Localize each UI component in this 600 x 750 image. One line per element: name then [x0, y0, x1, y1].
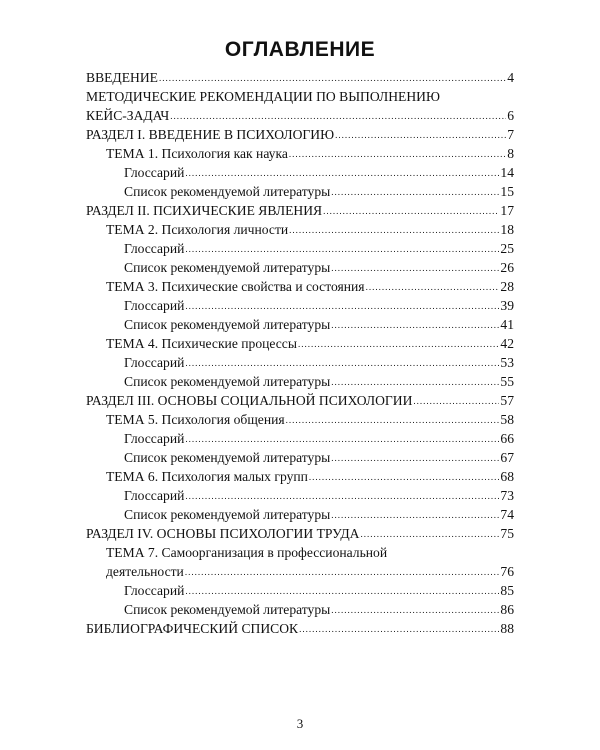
dot-leader: [185, 434, 499, 444]
dot-leader: [286, 415, 500, 425]
dot-leader: [170, 111, 506, 121]
page-title: ОГЛАВЛЕНИЕ: [224, 38, 376, 61]
toc-entry-label: ТЕМА 6. Психология малых групп: [106, 469, 308, 484]
toc-entry[interactable]: [86, 258, 514, 277]
toc-entry-page: 88: [500, 621, 514, 636]
dot-leader: [331, 453, 499, 463]
dot-leader: [185, 301, 499, 311]
toc-entry-page: 39: [500, 298, 514, 313]
toc-entry-label: ТЕМА 2. Психология личности: [106, 222, 289, 237]
toc-entry-label-line1: ТЕМА 7. Самоорганизация в профессиональной: [106, 545, 388, 560]
toc-entry[interactable]: [86, 239, 514, 258]
toc-entry[interactable]: [86, 315, 514, 334]
toc-entry-page: 8: [507, 146, 514, 161]
dot-leader: [309, 472, 499, 482]
dot-leader: [185, 358, 499, 368]
dot-leader: [331, 510, 499, 520]
dot-leader: [360, 529, 499, 539]
toc-entry[interactable]: [86, 429, 514, 448]
toc-entry-page: 41: [500, 317, 514, 332]
toc-entry-label: Глоссарий: [124, 583, 185, 598]
toc-entry-label: ВВЕДЕНИЕ: [86, 70, 158, 85]
toc-entry-page: 86: [500, 602, 514, 617]
toc-entry[interactable]: [86, 144, 514, 163]
toc-entry-page: 53: [500, 355, 514, 370]
dot-leader: [299, 624, 499, 634]
toc-entry[interactable]: [86, 277, 514, 296]
toc-entry-page: 42: [500, 336, 514, 351]
dot-leader: [331, 320, 499, 330]
toc-entry[interactable]: [86, 182, 514, 201]
toc-entry[interactable]: [86, 87, 514, 125]
toc-entry-label: Список рекомендуемой литературы: [124, 317, 331, 332]
dot-leader: [289, 225, 499, 235]
toc-entry[interactable]: [86, 581, 514, 600]
toc-entry-label: КЕЙС-ЗАДАЧ: [86, 108, 170, 123]
toc-entry-page: 15: [500, 184, 514, 199]
toc-entry[interactable]: [86, 524, 514, 543]
toc-entry-label: Список рекомендуемой литературы: [124, 184, 331, 199]
toc-entry[interactable]: [86, 68, 514, 87]
toc-entry-label: Список рекомендуемой литературы: [124, 450, 331, 465]
toc-entry-page: 76: [500, 564, 514, 579]
toc-entry[interactable]: [86, 619, 514, 638]
toc-entry-page: 58: [500, 412, 514, 427]
toc-entry-label: ТЕМА 3. Психические свойства и состояния: [106, 279, 365, 294]
toc-entry-page: 68: [500, 469, 514, 484]
toc-entry-page: 25: [500, 241, 514, 256]
toc-entry[interactable]: [86, 334, 514, 353]
toc-entry[interactable]: [86, 353, 514, 372]
dot-leader: [159, 73, 506, 83]
dot-leader: [185, 491, 499, 501]
toc-entry-label: Глоссарий: [124, 241, 185, 256]
toc-entry[interactable]: [86, 486, 514, 505]
toc-entry[interactable]: [86, 543, 514, 581]
toc-entry-page: 85: [500, 583, 514, 598]
toc-entry-label: РАЗДЕЛ IV. ОСНОВЫ ПСИХОЛОГИИ ТРУДА: [86, 526, 360, 541]
toc-entry[interactable]: [86, 448, 514, 467]
dot-leader: [331, 187, 499, 197]
dot-leader: [185, 168, 499, 178]
toc-entry-label: Список рекомендуемой литературы: [124, 507, 331, 522]
dot-leader: [366, 282, 500, 292]
page-number: 3: [296, 716, 304, 731]
toc-entry-page: 74: [500, 507, 514, 522]
toc-entry-label: Глоссарий: [124, 431, 185, 446]
toc-entry-page: 17: [500, 203, 514, 218]
toc-entry[interactable]: [86, 125, 514, 144]
toc-entry-label: Список рекомендуемой литературы: [124, 374, 331, 389]
toc-entry-page: 4: [507, 70, 514, 85]
toc-entry-label: Список рекомендуемой литературы: [124, 602, 331, 617]
toc-entry-label: Глоссарий: [124, 298, 185, 313]
toc-entry[interactable]: [86, 372, 514, 391]
toc-entry-label: Глоссарий: [124, 488, 185, 503]
dot-leader: [331, 263, 499, 273]
toc-entry[interactable]: [86, 201, 514, 220]
dot-leader: [289, 149, 506, 159]
toc-entry-label: РАЗДЕЛ I. ВВЕДЕНИЕ В ПСИХОЛОГИЮ: [86, 127, 335, 142]
table-of-contents: [86, 68, 514, 638]
toc-entry-page: 57: [500, 393, 514, 408]
toc-entry-label: Глоссарий: [124, 355, 185, 370]
toc-entry-page: 75: [500, 526, 514, 541]
toc-entry-page: 7: [507, 127, 514, 142]
toc-entry[interactable]: [86, 467, 514, 486]
toc-entry[interactable]: [86, 220, 514, 239]
toc-entry-label: Глоссарий: [124, 165, 185, 180]
toc-entry-label-line1: МЕТОДИЧЕСКИЕ РЕКОМЕНДАЦИИ ПО ВЫПОЛНЕНИЮ: [86, 89, 440, 104]
dot-leader: [323, 206, 499, 216]
toc-entry-page: 6: [507, 108, 514, 123]
dot-leader: [331, 605, 499, 615]
toc-entry-page: 73: [500, 488, 514, 503]
dot-leader: [185, 244, 499, 254]
toc-entry[interactable]: [86, 410, 514, 429]
dot-leader: [185, 567, 500, 577]
toc-entry-label: ТЕМА 1. Психология как наука: [106, 146, 288, 161]
toc-entry-page: 28: [500, 279, 514, 294]
toc-entry[interactable]: [86, 600, 514, 619]
toc-entry[interactable]: [86, 391, 514, 410]
dot-leader: [185, 586, 499, 596]
toc-entry-label: ТЕМА 5. Психология общения: [106, 412, 285, 427]
toc-entry-page: 66: [500, 431, 514, 446]
toc-entry-page: 18: [500, 222, 514, 237]
toc-entry-label: РАЗДЕЛ III. ОСНОВЫ СОЦИАЛЬНОЙ ПСИХОЛОГИИ: [86, 393, 413, 408]
toc-entry[interactable]: [86, 163, 514, 182]
toc-entry-label: РАЗДЕЛ II. ПСИХИЧЕСКИЕ ЯВЛЕНИЯ: [86, 203, 323, 218]
toc-entry-label: БИБЛИОГРАФИЧЕСКИЙ СПИСОК: [86, 621, 299, 636]
toc-entry-label: Список рекомендуемой литературы: [124, 260, 331, 275]
toc-entry[interactable]: [86, 296, 514, 315]
dot-leader: [335, 130, 506, 140]
toc-entry-page: 67: [500, 450, 514, 465]
dot-leader: [331, 377, 499, 387]
dot-leader: [413, 396, 499, 406]
toc-entry-page: 26: [500, 260, 514, 275]
toc-entry-label: деятельности: [106, 564, 184, 579]
toc-entry[interactable]: [86, 505, 514, 524]
toc-entry-label: ТЕМА 4. Психические процессы: [106, 336, 297, 351]
toc-entry-page: 55: [500, 374, 514, 389]
toc-entry-page: 14: [500, 165, 514, 180]
dot-leader: [298, 339, 499, 349]
